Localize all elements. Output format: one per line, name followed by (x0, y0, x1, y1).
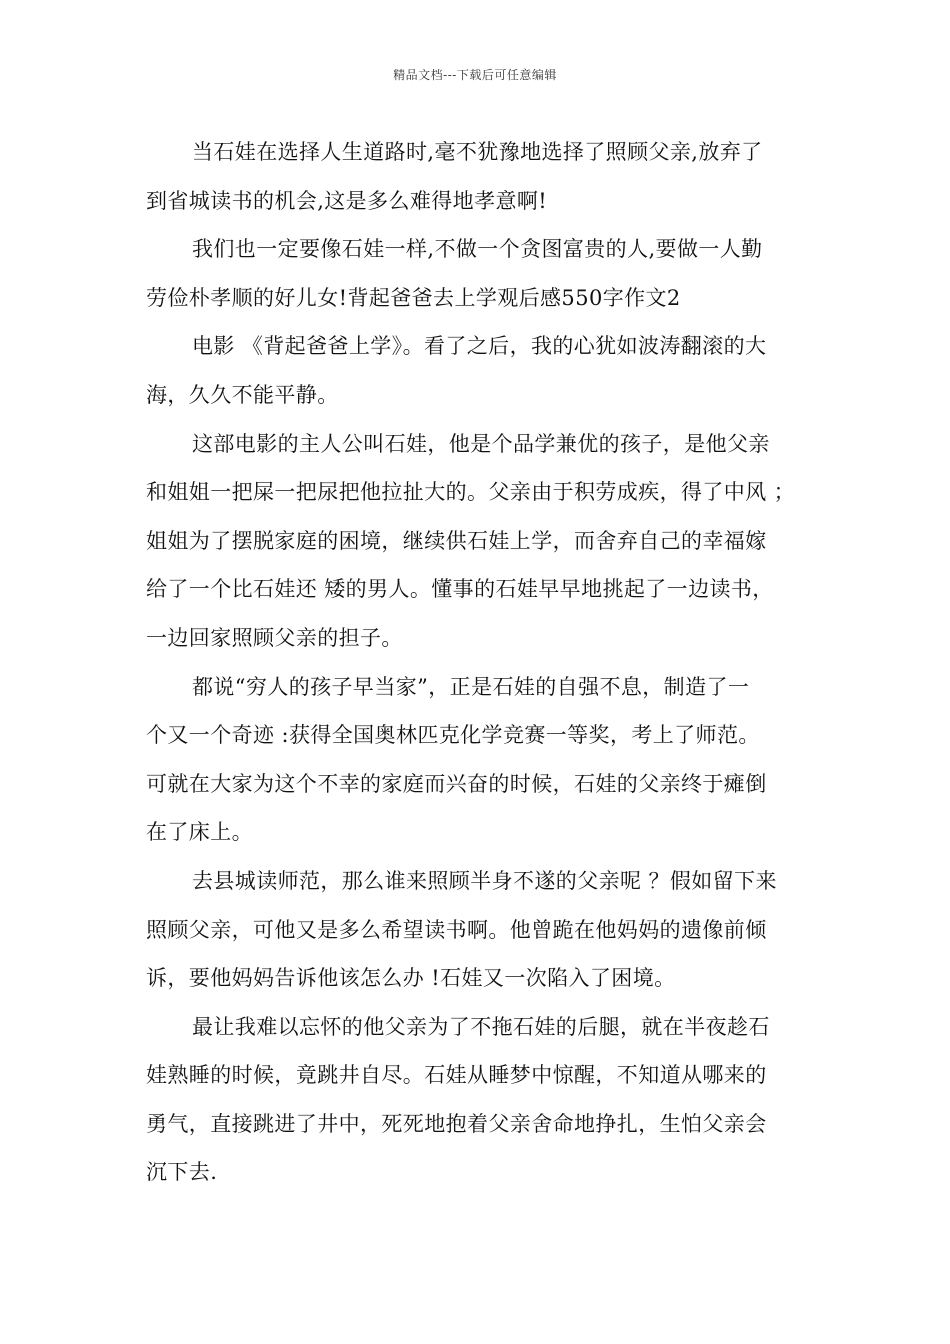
text-line: 和姐姐一把屎一把尿把他拉扯大的。父亲由于积劳成疾，得了中风 ； (146, 480, 796, 505)
text-line: 海，久久不能平静。 (146, 382, 339, 407)
text-line: 去县城读师范，那么谁来照顾半身不遂的父亲呢 ？假如留下来 (192, 868, 777, 893)
text-line: 沉下去. (146, 1160, 218, 1185)
text-line: 我们也一定要像石娃一样,不做一个贪图富贵的人,要做一人勤 (192, 237, 763, 262)
text-line: 这部电影的主人公叫石娃，他是个品学兼优的孩子，是他父亲 (192, 431, 770, 456)
text-line: 给了一个比石娃还 矮的男人。懂事的石娃早早地挑起了一边读书， (146, 577, 774, 602)
text-line: 劳俭朴孝顺的好儿女!背起爸爸去上学观后感550字作文2 (146, 285, 681, 310)
text-line: 姐姐为了摆脱家庭的困境，继续供石娃上学，而舍弃自己的幸福嫁 (146, 528, 767, 553)
text-line: 电影 《背起爸爸上学》。看了之后，我的心犹如波涛翻滚的大 (192, 334, 767, 359)
text-line: 到省城读书的机会,这是多么难得地孝意啊! (146, 188, 548, 213)
text-line: 都说“穷人的孩子早当家”，正是石娃的自强不息，制造了一 (192, 674, 750, 699)
text-line: 个又一个奇迹 :获得全国奥林匹克化学竞赛一等奖，考上了师范。 (146, 723, 760, 748)
text-line: 娃熟睡的时候，竟跳井自尽。石娃从睡梦中惊醒，不知道从哪来的 (146, 1063, 767, 1088)
text-line: 诉，要他妈妈告诉他该怎么办 !石娃又一次陷入了困境。 (146, 966, 676, 991)
page-header: 精品文档---下载后可任意编辑 (393, 68, 557, 82)
text-line: 最让我难以忘怀的他父亲为了不拖石娃的后腿，就在半夜趁石 (192, 1014, 770, 1039)
essay-body (146, 128, 816, 1197)
text-line: 一边回家照顾父亲的担子。 (146, 625, 403, 650)
text-line: 当石娃在选择人生道路时,毫不犹豫地选择了照顾父亲,放弃了 (192, 140, 763, 164)
text-line: 可就在大家为这个不幸的家庭而兴奋的时候，石娃的父亲终于瘫倒 (146, 771, 767, 796)
text-line: 在了床上。 (146, 820, 253, 845)
text-line: 勇气，直接跳进了井中，死死地抱着父亲舍命地挣扎，生怕父亲会 (146, 1111, 767, 1136)
text-line: 照顾父亲，可他又是多么希望读书啊。他曾跪在他妈妈的遗像前倾 (146, 917, 767, 942)
